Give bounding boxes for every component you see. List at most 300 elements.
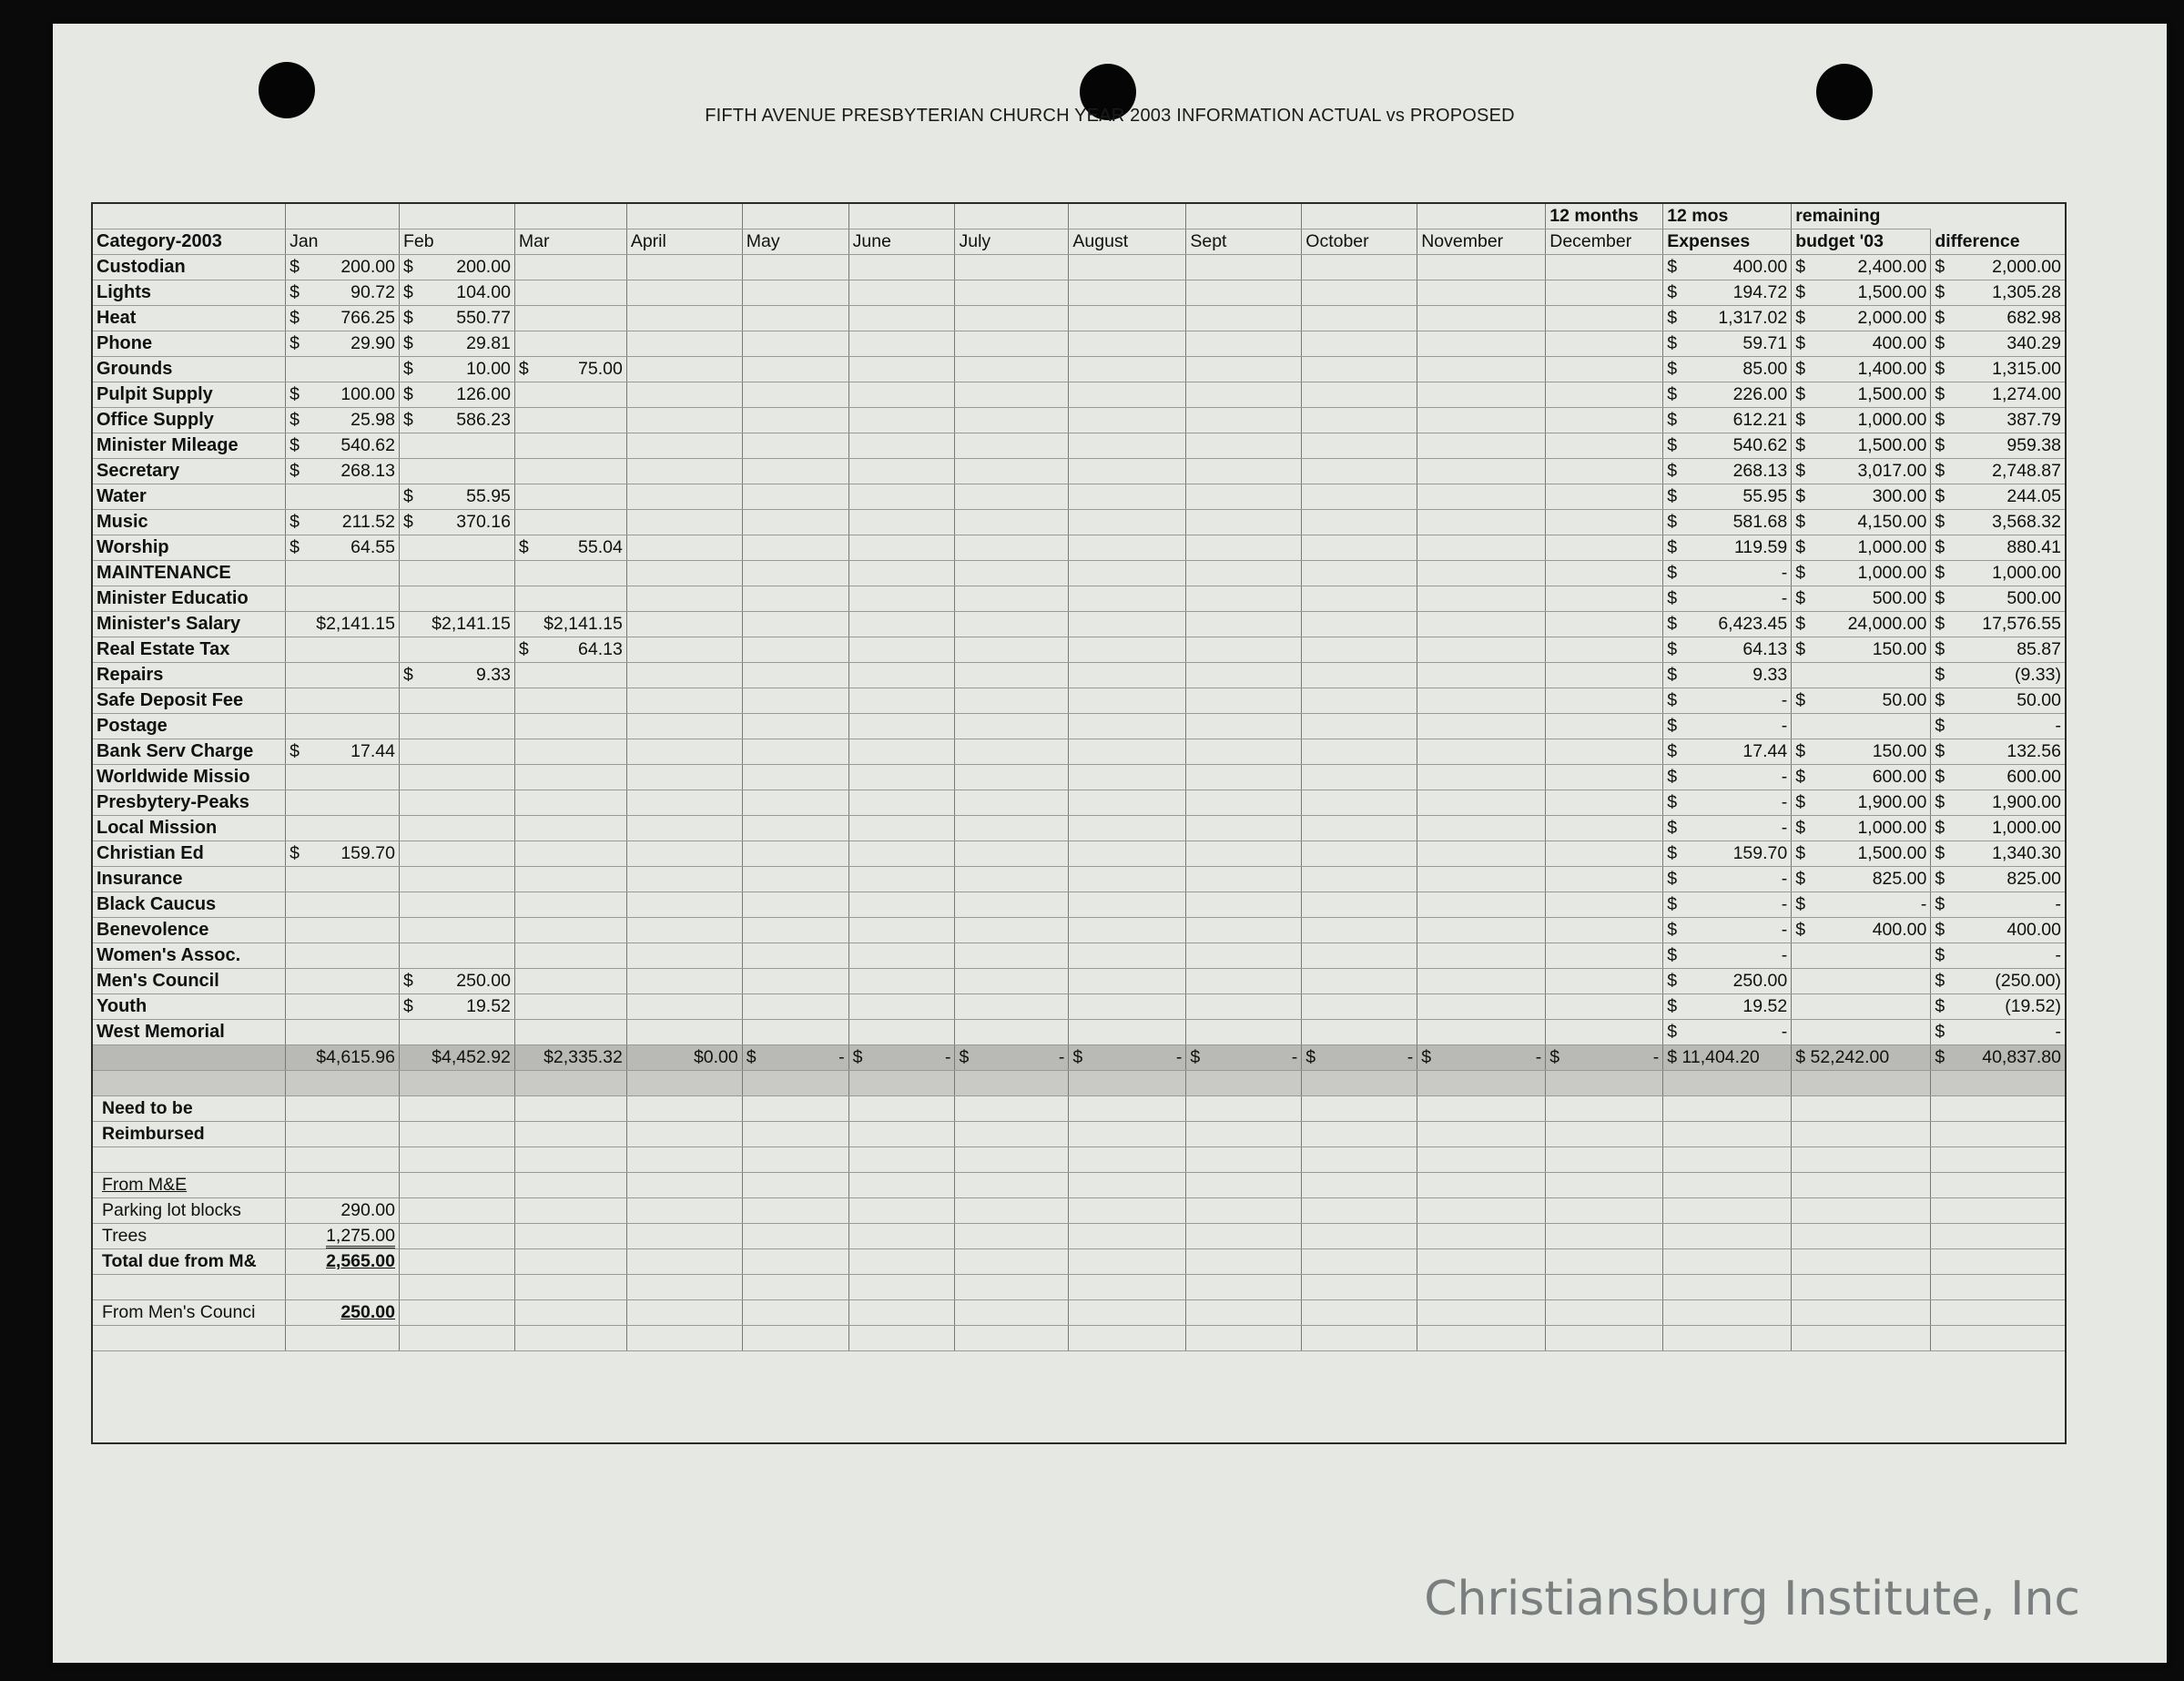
- empty-month-cell: [1417, 943, 1546, 969]
- table-row: [93, 688, 2065, 714]
- total-october: $ -: [1302, 1045, 1417, 1071]
- empty-month-cell: [1546, 331, 1663, 357]
- category-label: Office Supply: [93, 408, 286, 433]
- band-cell: [848, 1071, 955, 1096]
- empty-month-cell: [955, 943, 1069, 969]
- empty-cell: [399, 1300, 514, 1326]
- empty-month-cell: [1546, 280, 1663, 306]
- expenses-cell-value: 1,317.02: [1718, 308, 1788, 329]
- empty-month-cell: [1546, 892, 1663, 918]
- reimbursed-label: [93, 1122, 286, 1147]
- mar-cell: [514, 255, 626, 280]
- empty-month-cell: [848, 943, 955, 969]
- total-mar: $2,335.32: [514, 1045, 626, 1071]
- empty-month-cell: [848, 357, 955, 382]
- empty-month-cell: [955, 586, 1069, 612]
- mar-cell: [514, 867, 626, 892]
- feb-cell: [399, 765, 514, 790]
- empty-month-cell: [1302, 306, 1417, 331]
- budget-cell-value: 1,400.00: [1857, 359, 1927, 380]
- empty-month-cell: [848, 739, 955, 765]
- difference-cell: $ 500.00: [1931, 586, 2065, 612]
- empty-month-cell: [626, 612, 742, 637]
- empty-month-cell: [1546, 943, 1663, 969]
- empty-month-cell: [1186, 280, 1302, 306]
- difference-cell: $ -: [1931, 943, 2065, 969]
- empty-cell: [1186, 1198, 1302, 1224]
- jan-cell: $ 100.00: [286, 382, 400, 408]
- empty-month-cell: [1546, 433, 1663, 459]
- budget-cell-value: 1,000.00: [1857, 818, 1927, 839]
- jan-cell-value: 766.25: [340, 308, 395, 329]
- empty-cell: [399, 1275, 514, 1300]
- feb-cell-value: 550.77: [456, 308, 511, 329]
- empty-cell: [1069, 1300, 1186, 1326]
- empty-month-cell: [1069, 969, 1186, 994]
- empty-month-cell: [1069, 637, 1186, 663]
- empty-month-cell: [626, 459, 742, 484]
- empty-cell: [1417, 1300, 1546, 1326]
- empty-month-cell: [1069, 484, 1186, 510]
- empty-cell: [1931, 1096, 2065, 1122]
- empty-cell: [1663, 1326, 1792, 1351]
- empty-month-cell: [1302, 841, 1417, 867]
- jan-cell: $ 766.25: [286, 306, 400, 331]
- empty-cell: [955, 1249, 1069, 1275]
- difference-cell: $ 880.41: [1931, 535, 2065, 561]
- empty-month-cell: [848, 892, 955, 918]
- empty-cell: [742, 1275, 848, 1300]
- feb-cell: $ 29.81: [399, 331, 514, 357]
- difference-cell-value: 1,900.00: [1992, 792, 2061, 813]
- table-row: [93, 892, 2065, 918]
- empty-cell: [1931, 1275, 2065, 1300]
- empty-cell: [1792, 1300, 1931, 1326]
- difference-cell-value: 959.38: [2006, 435, 2061, 456]
- trees-value-text: 1,275.00: [326, 1226, 395, 1248]
- jan-cell-value: 90.72: [350, 282, 395, 303]
- empty-cell: [1663, 1198, 1792, 1224]
- month-header-august: August: [1069, 229, 1186, 255]
- empty-month-cell: [742, 790, 848, 816]
- empty-cell: [626, 1147, 742, 1173]
- difference-cell-value: -: [2055, 945, 2061, 966]
- jan-cell-value: 268.13: [340, 461, 395, 482]
- mens-council-label-text: From Men's Counci: [102, 1302, 256, 1323]
- empty-month-cell: [848, 714, 955, 739]
- empty-month-cell: [1417, 892, 1546, 918]
- expenses-cell: $ 119.59: [1663, 535, 1792, 561]
- empty-month-cell: [626, 484, 742, 510]
- category-label: Water: [93, 484, 286, 510]
- difference-cell: $ 2,000.00: [1931, 255, 2065, 280]
- empty-cell: [1792, 1096, 1931, 1122]
- empty-month-cell: [955, 918, 1069, 943]
- reimburse-row: [93, 1249, 2065, 1275]
- band-cell: [1417, 1071, 1546, 1096]
- empty-month-cell: [1417, 841, 1546, 867]
- mar-cell: [514, 969, 626, 994]
- budget-cell: $ 150.00: [1792, 739, 1931, 765]
- empty-cell: [1792, 1122, 1931, 1147]
- category-label: Secretary: [93, 459, 286, 484]
- page-title: FIFTH AVENUE PRESBYTERIAN CHURCH YEAR 2003 INFORMATION ACTUAL vs PROPOSED: [705, 106, 1515, 126]
- empty-month-cell: [1546, 765, 1663, 790]
- expenses-cell-value: -: [1781, 920, 1788, 941]
- empty-month-cell: [1417, 357, 1546, 382]
- difference-cell-value: 682.98: [2006, 308, 2061, 329]
- empty-cell: [399, 1249, 514, 1275]
- empty-month-cell: [848, 306, 955, 331]
- paper-sheet: [53, 24, 2167, 1663]
- feb-cell-value: 250.00: [456, 971, 511, 992]
- category-label: Local Mission: [93, 816, 286, 841]
- empty-cell: [742, 1224, 848, 1249]
- empty-month-cell: [1302, 892, 1417, 918]
- empty-month-cell: [1546, 586, 1663, 612]
- expenses-cell-value: -: [1781, 945, 1788, 966]
- empty-cell: [955, 1224, 1069, 1249]
- empty-cell: [1302, 1173, 1417, 1198]
- parking-label-text: Parking lot blocks: [102, 1200, 241, 1221]
- band-cell: [1663, 1071, 1792, 1096]
- empty-month-cell: [1069, 918, 1186, 943]
- empty-month-cell: [1302, 816, 1417, 841]
- empty-cell: [399, 1198, 514, 1224]
- empty-month-cell: [1546, 484, 1663, 510]
- empty-cell: [848, 1326, 955, 1351]
- empty-cell: [848, 1300, 955, 1326]
- mar-cell: [514, 714, 626, 739]
- empty-cell: [514, 1173, 626, 1198]
- empty-cell: [1792, 1249, 1931, 1275]
- total-due-label-text: Total due from M&: [102, 1251, 257, 1272]
- empty-month-cell: [1069, 943, 1186, 969]
- empty-month-cell: [1302, 918, 1417, 943]
- difference-cell: $ 17,576.55: [1931, 612, 2065, 637]
- empty-month-cell: [1302, 663, 1417, 688]
- empty-month-cell: [1186, 612, 1302, 637]
- band-cell: [742, 1071, 848, 1096]
- expenses-cell: $ -: [1663, 867, 1792, 892]
- empty-month-cell: [1069, 790, 1186, 816]
- jan-cell: $ 200.00: [286, 255, 400, 280]
- mens-council-value-text: 250.00: [340, 1302, 395, 1323]
- empty-cell: [399, 1147, 514, 1173]
- feb-cell: $ 586.23: [399, 408, 514, 433]
- jan-cell: [286, 637, 400, 663]
- empty-month-cell: [1546, 408, 1663, 433]
- budget-cell-value: 825.00: [1872, 869, 1927, 890]
- empty-cell: [1792, 1275, 1931, 1300]
- mar-cell-value: 64.13: [578, 639, 623, 660]
- empty-month-cell: [1417, 535, 1546, 561]
- empty-month-cell: [626, 535, 742, 561]
- jan-cell: [286, 765, 400, 790]
- empty-month-cell: [626, 357, 742, 382]
- expenses-cell-value: 540.62: [1732, 435, 1788, 456]
- mar-cell: [514, 918, 626, 943]
- empty-month-cell: [626, 943, 742, 969]
- empty-cell: [514, 1122, 626, 1147]
- empty-cell: [1663, 1147, 1792, 1173]
- empty-month-cell: [1546, 637, 1663, 663]
- budget-cell: $ 400.00: [1792, 331, 1931, 357]
- empty-month-cell: [742, 510, 848, 535]
- empty-month-cell: [1417, 433, 1546, 459]
- budget-cell-value: 400.00: [1872, 920, 1927, 941]
- empty-month-cell: [1417, 969, 1546, 994]
- mar-cell: [514, 510, 626, 535]
- empty-month-cell: [742, 535, 848, 561]
- category-label: Black Caucus: [93, 892, 286, 918]
- empty-cell: [1186, 1249, 1302, 1275]
- empty-cell: [742, 1326, 848, 1351]
- table-row: [93, 408, 2065, 433]
- empty-month-cell: [1546, 816, 1663, 841]
- empty-month-cell: [626, 918, 742, 943]
- expenses-cell: $ 194.72: [1663, 280, 1792, 306]
- expenses-cell: $ 250.00: [1663, 969, 1792, 994]
- feb-cell: [399, 586, 514, 612]
- empty-cell: [286, 1275, 400, 1300]
- mar-cell: [514, 790, 626, 816]
- difference-cell-value: 340.29: [2006, 333, 2061, 354]
- feb-cell-value: 29.81: [466, 333, 511, 354]
- empty-cell: [1546, 1173, 1663, 1198]
- mar-cell: [514, 382, 626, 408]
- feb-cell-value: 10.00: [466, 359, 511, 380]
- empty-cell: [742, 1173, 848, 1198]
- budget-cell: $ 150.00: [1792, 637, 1931, 663]
- empty-cell: [1302, 1198, 1417, 1224]
- category-label: Women's Assoc.: [93, 943, 286, 969]
- expenses-cell-value: -: [1781, 792, 1788, 813]
- budget-cell: $ 1,000.00: [1792, 535, 1931, 561]
- reimburse-row: [93, 1300, 2065, 1326]
- feb-cell-value: 55.95: [466, 486, 511, 507]
- jan-cell: $ 17.44: [286, 739, 400, 765]
- empty-cell: [93, 1147, 286, 1173]
- empty-cell: [1792, 1198, 1931, 1224]
- from-me-label-text: From M&E: [102, 1175, 188, 1196]
- jan-cell: [286, 969, 400, 994]
- reimburse-row: [93, 1198, 2065, 1224]
- expenses-cell: $ -: [1663, 561, 1792, 586]
- empty-month-cell: [1302, 535, 1417, 561]
- expenses-cell-value: 268.13: [1732, 461, 1788, 482]
- empty-cell: [93, 1275, 286, 1300]
- expenses-cell-value: 59.71: [1742, 333, 1788, 354]
- difference-cell: $ 1,305.28: [1931, 280, 2065, 306]
- budget-cell: $ 50.00: [1792, 688, 1931, 714]
- category-label: Lights: [93, 280, 286, 306]
- empty-cell: [1302, 1122, 1417, 1147]
- feb-cell: [399, 688, 514, 714]
- total-june-value: -: [944, 1047, 951, 1068]
- empty-month-cell: [626, 510, 742, 535]
- jan-cell-value: 64.55: [350, 537, 395, 558]
- budget-cell: $ 1,900.00: [1792, 790, 1931, 816]
- mar-cell: [514, 484, 626, 510]
- expenses-cell: $ 17.44: [1663, 739, 1792, 765]
- empty-month-cell: [742, 765, 848, 790]
- total-august-value: -: [1175, 1047, 1183, 1068]
- empty-month-cell: [955, 306, 1069, 331]
- empty-month-cell: [1417, 790, 1546, 816]
- table-row: [93, 510, 2065, 535]
- expenses-cell: $ -: [1663, 688, 1792, 714]
- jan-cell: [286, 561, 400, 586]
- difference-cell-value: 880.41: [2006, 537, 2061, 558]
- month-header-feb: Feb: [399, 229, 514, 255]
- empty-month-cell: [1546, 1020, 1663, 1045]
- mar-cell-value: 55.04: [578, 537, 623, 558]
- table-row: [93, 918, 2065, 943]
- jan-cell: [286, 1020, 400, 1045]
- month-header-november: November: [1417, 229, 1546, 255]
- empty-month-cell: [1302, 867, 1417, 892]
- budget-cell-value: 1,500.00: [1857, 282, 1927, 303]
- empty-cell: [1186, 1300, 1302, 1326]
- empty-month-cell: [1417, 331, 1546, 357]
- category-label: Music: [93, 510, 286, 535]
- jan-cell: $ 540.62: [286, 433, 400, 459]
- empty-month-cell: [848, 1020, 955, 1045]
- expenses-cell-value: -: [1781, 1022, 1788, 1043]
- empty-month-cell: [1069, 382, 1186, 408]
- empty-month-cell: [848, 280, 955, 306]
- table-row: [93, 535, 2065, 561]
- difference-cell: $ 1,274.00: [1931, 382, 2065, 408]
- empty-cell: [848, 1147, 955, 1173]
- empty-cell: [514, 1147, 626, 1173]
- empty-cell: [1546, 1326, 1663, 1351]
- budget-cell-value: 4,150.00: [1857, 512, 1927, 533]
- difference-cell-value: -: [2055, 1022, 2061, 1043]
- expenses-cell-value: 19.52: [1742, 996, 1788, 1017]
- category-label: Men's Council: [93, 969, 286, 994]
- empty-month-cell: [848, 765, 955, 790]
- budget-cell-value: 2,000.00: [1857, 308, 1927, 329]
- budget-cell-value: -: [1920, 894, 1927, 915]
- empty-month-cell: [955, 994, 1069, 1020]
- reimburse-row: [93, 1275, 2065, 1300]
- difference-cell: $ (9.33): [1931, 663, 2065, 688]
- expenses-cell: $ -: [1663, 586, 1792, 612]
- budget-cell-value: 400.00: [1872, 333, 1927, 354]
- table-row: [93, 306, 2065, 331]
- empty-cell: [1302, 1300, 1417, 1326]
- category-label: Insurance: [93, 867, 286, 892]
- mar-cell: [514, 841, 626, 867]
- budget-cell: $ 1,500.00: [1792, 382, 1931, 408]
- difference-cell-value: 50.00: [2016, 690, 2061, 711]
- empty-month-cell: [1069, 714, 1186, 739]
- empty-month-cell: [1302, 1020, 1417, 1045]
- empty-month-cell: [1069, 561, 1186, 586]
- jan-cell: [286, 918, 400, 943]
- empty-month-cell: [1417, 586, 1546, 612]
- empty-cell: [1931, 1198, 2065, 1224]
- empty-cell: [1931, 1326, 2065, 1351]
- empty-month-cell: [1186, 561, 1302, 586]
- budget-cell: $ 3,017.00: [1792, 459, 1931, 484]
- empty-cell: [399, 1122, 514, 1147]
- empty-month-cell: [626, 637, 742, 663]
- empty-cell: [1792, 1326, 1931, 1351]
- empty-cell: [742, 1198, 848, 1224]
- empty-month-cell: [1069, 510, 1186, 535]
- table-row: [93, 816, 2065, 841]
- empty-month-cell: [626, 765, 742, 790]
- empty-month-cell: [1417, 867, 1546, 892]
- empty-month-cell: [742, 586, 848, 612]
- expenses-cell: $ -: [1663, 816, 1792, 841]
- month-header-may: May: [742, 229, 848, 255]
- empty-month-cell: [1186, 535, 1302, 561]
- empty-cell: [286, 1326, 400, 1351]
- budget-cell: $ 24,000.00: [1792, 612, 1931, 637]
- empty-month-cell: [1186, 739, 1302, 765]
- empty-cell: [626, 1326, 742, 1351]
- empty-month-cell: [955, 714, 1069, 739]
- budget-cell: $ 500.00: [1792, 586, 1931, 612]
- difference-cell: $ 3,568.32: [1931, 510, 2065, 535]
- empty-month-cell: [848, 382, 955, 408]
- band-cell: [514, 1071, 626, 1096]
- jan-cell: [286, 790, 400, 816]
- empty-month-cell: [742, 331, 848, 357]
- feb-cell: $ 55.95: [399, 484, 514, 510]
- empty-month-cell: [1302, 255, 1417, 280]
- difference-cell: $ 1,000.00: [1931, 561, 2065, 586]
- empty-cell: [1069, 1173, 1186, 1198]
- mar-cell: [514, 1020, 626, 1045]
- empty-cell: [848, 1224, 955, 1249]
- feb-cell-value: 19.52: [466, 996, 511, 1017]
- empty-month-cell: [1302, 459, 1417, 484]
- expenses-cell-value: 64.13: [1742, 639, 1788, 660]
- empty-month-cell: [1417, 663, 1546, 688]
- total-feb: $4,452.92: [399, 1045, 514, 1071]
- empty-month-cell: [1069, 535, 1186, 561]
- table-row: [93, 943, 2065, 969]
- empty-month-cell: [955, 816, 1069, 841]
- total-december: $ -: [1546, 1045, 1663, 1071]
- empty-month-cell: [1069, 357, 1186, 382]
- empty-month-cell: [742, 994, 848, 1020]
- empty-month-cell: [1069, 306, 1186, 331]
- empty-cell: [848, 1275, 955, 1300]
- budget-cell: $ 300.00: [1792, 484, 1931, 510]
- empty-cell: [1186, 1224, 1302, 1249]
- budget-cell: $ 4,150.00: [1792, 510, 1931, 535]
- empty-month-cell: [1417, 765, 1546, 790]
- difference-cell: $ 2,748.87: [1931, 459, 2065, 484]
- feb-cell: [399, 892, 514, 918]
- trees-label: [93, 1224, 286, 1249]
- jan-cell: $ 268.13: [286, 459, 400, 484]
- table-row: [93, 586, 2065, 612]
- budget-cell: $ 2,000.00: [1792, 306, 1931, 331]
- empty-month-cell: [955, 433, 1069, 459]
- difference-cell: $ 1,315.00: [1931, 357, 2065, 382]
- empty-cell: [1663, 1122, 1792, 1147]
- mar-cell: [514, 663, 626, 688]
- category-label: Safe Deposit Fee: [93, 688, 286, 714]
- budget-cell: $ -: [1792, 892, 1931, 918]
